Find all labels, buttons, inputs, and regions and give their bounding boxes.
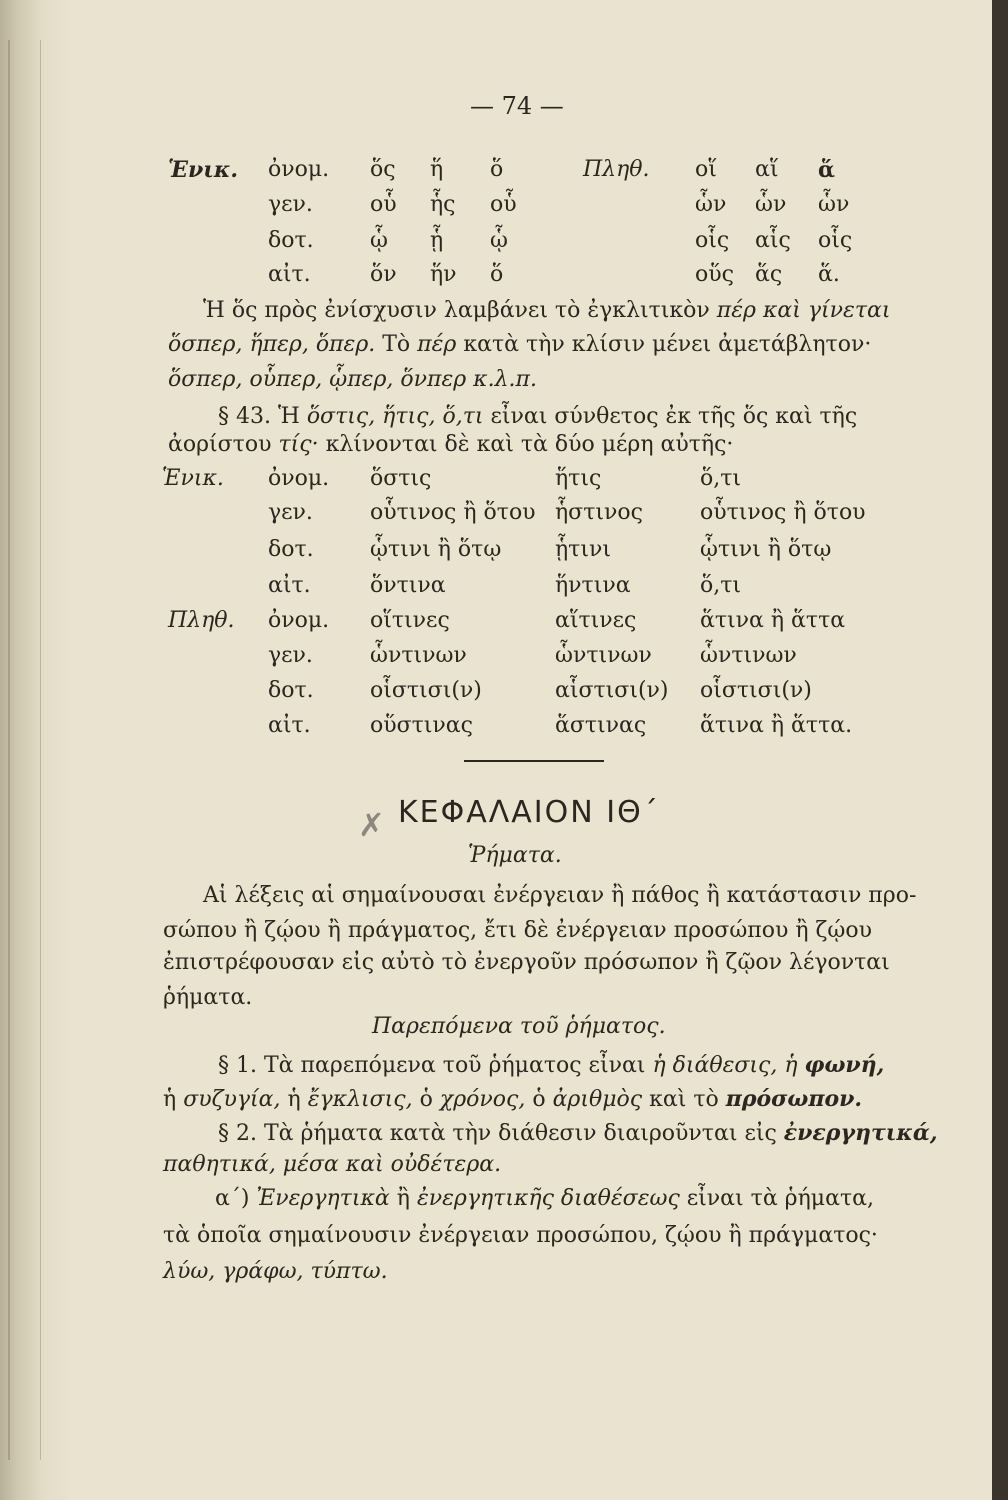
form: αἷς [755,228,791,253]
form: ὅστις [370,466,432,491]
text-line: § 1. Τὰ παρεπόμενα τοῦ ῥήματος εἶναι ἡ διάθεσις, ἡ φωνή, [218,1052,885,1078]
form: οἵτινες [370,608,450,633]
text-line: ὅσπερ, οὗπερ, ᾧπερ, ὅνπερ κ.λ.π. [168,367,537,392]
text-line: σώπου ἢ ζῴου ἢ πράγματος, ἔτι δὲ ἐνέργειαν προσώπου ἢ ζῴου [163,918,872,943]
text-line: § 2. Τὰ ῥήματα κατὰ τὴν διάθεσιν διαιροῦνται εἰς ἐνεργητικά, [218,1120,938,1146]
form: οἷστισι(ν) [370,678,482,703]
text-line: ἀορίστου τίς· κλίνονται δὲ καὶ τὰ δύο μέρη αὐτῆς· [168,432,734,457]
form: ἅστινας [555,713,647,738]
plural-label: Πληθ. [583,157,650,182]
form: ὧν [755,192,787,217]
form: οἷς [695,228,730,253]
form: ἅ [818,157,835,183]
form: ὅν [370,262,397,287]
case-label: αἰτ. [268,262,311,287]
form: ᾧ [490,228,508,253]
form: ἅς [755,262,783,287]
singular-label: Ἑνικ. [162,466,224,491]
case-label: δοτ. [268,678,314,703]
form: οἷς [818,228,853,253]
form: ᾗ [430,228,444,253]
form: ἥ [430,157,444,182]
form: αἷστισι(ν) [555,678,669,703]
form: οἷστισι(ν) [700,678,812,703]
form: ἅτινα ἢ ἅττα [700,608,846,633]
text-line: ἐπιστρέφουσαν εἰς αὐτὸ τὸ ἐνεργοῦν πρόσωπον ἢ ζῷον λέγονται [163,950,890,975]
subheading: Παρεπόμενα τοῦ ῥήματος. [372,1014,666,1039]
form: ἅτινα ἢ ἅττα. [700,713,853,738]
form: ᾧ [370,228,388,253]
form: ὧντινων [555,643,652,668]
text-line: λύω, γράφω, τύπτω. [163,1259,388,1284]
case-label: δοτ. [268,228,314,253]
form: ὧν [695,192,727,217]
form: ὅ,τι [700,573,742,598]
form: οὕστινας [370,713,473,738]
form: αἵ [755,157,779,182]
form: ᾗτινι [555,537,611,562]
form: ὅς [370,157,396,182]
text-line: Ἡ ὅς πρὸς ἐνίσχυσιν λαμβάνει τὸ ἐγκλιτικὸν πέρ καὶ γίνεται [203,298,891,323]
case-label: αἰτ. [268,713,311,738]
text-line: § 43. Ἡ ὅστις, ἥτις, ὅ,τι εἶναι σύνθετος ἐκ τῆς ὅς καὶ τῆς [218,404,858,429]
form: ἧστινος [555,500,643,525]
case-label: ὀνομ. [268,608,330,633]
text-line: ῥήματα. [163,985,253,1010]
text-line: α΄) Ἐνεργητικὰ ἢ ἐνεργητικῆς διαθέσεως εἶναι τὰ ῥήματα, [215,1186,874,1211]
form: οὕς [695,262,734,287]
form: ἅ. [818,262,840,287]
text-line: τὰ ὁποῖα σημαίνουσιν ἐνέργειαν προσώπου, ζῴου ἢ πράγματος· [163,1223,878,1248]
text-line: Αἱ λέξεις αἱ σημαίνουσαι ἐνέργειαν ἢ πάθος ἢ κατάστασιν προ- [203,883,917,908]
text-line: ἡ συζυγία, ἡ ἔγκλισις, ὁ χρόνος, ὁ ἀριθμὸς καὶ τὸ πρόσωπον. [163,1086,863,1112]
plural-label: Πληθ. [168,608,235,633]
form: ἥτις [555,466,602,491]
case-label: γεν. [268,643,313,668]
form: ὅντινα [370,573,446,598]
form: ὅ [490,262,504,287]
text-line: παθητικά, μέσα καὶ οὐδέτερα. [163,1152,502,1177]
form: ᾧτινι ἢ ὅτῳ [370,537,502,562]
form: ἥντινα [555,573,631,598]
form: αἵτινες [555,608,637,633]
form: οἵ [695,157,717,182]
case-label: δοτ. [268,537,314,562]
form: οὗ [370,192,397,217]
form: ὅ [490,157,504,182]
form: ἥν [430,262,457,287]
form: ᾧτινι ἢ ὅτῳ [700,537,832,562]
form: ἧς [430,192,456,217]
section-divider [464,760,604,762]
singular-label: Ἑνικ. [168,157,239,183]
case-label: γεν. [268,192,313,217]
case-label: ὀνομ. [268,466,330,491]
page-number: — 74 — [470,92,564,120]
form: οὗτινος ἢ ὅτου [370,500,536,525]
chapter-subtitle: Ῥήματα. [468,843,562,868]
text-line: ὅσπερ, ἥπερ, ὅπερ. Τὸ πέρ κατὰ τὴν κλίσιν μένει ἀμετάβλητον· [168,332,872,357]
case-label: ὀνομ. [268,157,330,182]
form: ὧντινων [700,643,797,668]
form: οὗ [490,192,517,217]
form: ὅ,τι [700,466,742,491]
form: ὧντινων [370,643,467,668]
form: ὧν [818,192,850,217]
pencil-x-mark-icon: ✗ [358,806,385,844]
case-label: γεν. [268,500,313,525]
form: οὗτινος ἢ ὅτου [700,500,866,525]
page-edge-lines [8,40,41,1460]
case-label: αἰτ. [268,573,311,598]
book-cover-edge [992,0,1008,1500]
chapter-title: ΚΕΦΑΛΑΙΟΝ ΙΘ΄ [398,795,660,830]
